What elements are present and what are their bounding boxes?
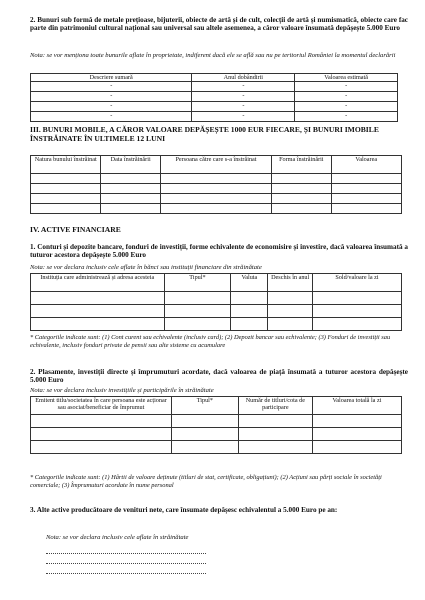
table-cell: - [192,102,295,112]
table-cell [312,415,401,428]
table-cell [31,174,101,184]
table-header-row [31,74,398,82]
column-header: Persoana către care s-a înstrăinat [160,156,271,174]
table-cell: - [31,112,192,122]
section-2-table [30,73,398,122]
table-cell: - [295,92,398,102]
table-cell [31,194,101,204]
table-cell [31,428,172,441]
table-row [31,428,402,441]
table-cell: - [31,82,192,92]
accounts-table [30,273,402,331]
column-header: Valoarea estimată [295,74,398,82]
table-row [31,112,398,122]
section-4-question-3: 3. Alte active producătoare de venituri nete, care însumate depășesc echivalentul a 5.000 Euro pe an: [30,506,338,514]
table-cell [231,305,268,318]
table-cell [272,204,331,214]
table-row [31,415,402,428]
table-cell [231,318,268,331]
table-header-row [31,274,402,292]
table-cell [238,428,312,441]
table-cell: - [192,112,295,122]
table-cell: - [31,92,192,102]
table-cell: - [31,102,192,112]
table-cell [160,194,271,204]
table-cell [312,305,401,318]
table-cell [31,305,165,318]
table-cell [101,204,160,214]
column-header: Natura bunului înstrăinat [31,156,101,174]
table-cell [312,318,401,331]
table-cell [312,292,401,305]
column-header: Sold/valoare la zi [312,274,401,292]
section-3-table [30,155,402,214]
table-cell [31,292,165,305]
table-cell [312,441,401,454]
table-cell [268,318,313,331]
column-header: Descriere sumară [31,74,192,82]
table-cell [272,194,331,204]
table-cell [171,441,238,454]
table-cell [164,318,231,331]
table-cell [160,174,271,184]
table-cell [31,184,101,194]
column-header: Forma înstrăinării [272,156,331,174]
table-row [31,184,402,194]
column-header: Valoarea [331,156,402,174]
table-cell [160,184,271,194]
column-header: Tipul* [171,397,238,415]
column-header: Data înstrăinării [101,156,160,174]
table-cell [31,204,101,214]
column-header: Număr de titluri/cota de participare [238,397,312,415]
table-row [31,82,398,92]
table-cell [171,428,238,441]
table-row [31,194,402,204]
table-cell: - [192,92,295,102]
section-4-heading: IV. ACTIVE FINANCIARE [30,225,121,234]
table-cell [31,318,165,331]
table-cell [171,415,238,428]
column-header: Tipul* [164,274,231,292]
table-cell [272,184,331,194]
section-2-heading: 2. Bunuri sub formă de metale prețioase, bijuterii, obiecte de artă și de cult, colecții de artă și numismatică, obiecte care fac parte din patrimoniul cultural național sau universal sau altele asemenea, a căror valoare însumată depășește 5.000 Euro [30,16,408,33]
table-header-row [31,156,402,174]
column-header: Anul dobândirii [192,74,295,82]
table-cell [238,441,312,454]
categories-note-2: * Categoriile indicate sunt: (1) Hârtii de valoare deținute (titluri de stat, certificate, obligațiuni); (2) Acțiuni sau părți sociale în societăți comerciale; (3) Împrumuturi acordate în nume personal [30,474,382,489]
table-cell [268,305,313,318]
column-header: Valoarea totală la zi [312,397,401,415]
table-row [31,204,402,214]
column-header: Emitent titlu/societatea în care persoana este acționar sau asociat/beneficiar de împrumut [31,397,172,415]
table-cell [331,194,402,204]
table-row [31,441,402,454]
section-4-note-1: Nota: se vor declara inclusiv cele aflate în bănci sau instituții financiare din străinătate [30,264,262,271]
section-4-question-2: 2. Plasamente, investiții directe și împrumuturi acordate, dacă valoarea de piață însumată a tuturor acestora depășește 5.000 Euro [30,368,408,385]
categories-note-1: * Categoriile indicate sunt: (1) Cont curent sau echivalente (inclusiv card); (2) Depozit bancar sau echivalente; (3) Fonduri de investiții sau echivalente, inclusiv fonduri private de pensii sau alte sisteme cu acumulare [30,334,391,349]
table-cell [31,415,172,428]
table-cell [164,292,231,305]
table-cell [231,292,268,305]
column-header: Valuta [231,274,268,292]
table-cell [312,428,401,441]
dotted-line [46,573,206,574]
section-4-note-3: Nota: se vor declara inclusiv cele aflate în străinătate [46,534,189,541]
table-cell [331,184,402,194]
table-cell [238,415,312,428]
table-cell [268,292,313,305]
table-cell [101,184,160,194]
section-3-heading: III. BUNURI MOBILE, A CĂROR VALOARE DEPĂȘEȘTE 1000 EUR FIECARE, ȘI BUNURI IMOBILE ÎNSTRĂINATE ÎN ULTIMELE 12 LUNI [30,125,379,143]
table-row [31,102,398,112]
table-cell [331,204,402,214]
table-cell: - [192,82,295,92]
table-row [31,318,402,331]
table-cell: - [295,82,398,92]
table-row [31,92,398,102]
table-cell [160,204,271,214]
table-row [31,305,402,318]
investments-table [30,396,402,454]
section-4-question-1: 1. Conturi și depozite bancare, fonduri de investiții, forme echivalente de economisire și investire, dacă valoarea însumată a tuturor acestora depășește 5.000 Euro [30,243,408,260]
column-header: Deschis în anul [268,274,313,292]
table-cell [101,194,160,204]
section-4-note-2: Nota: se vor declara inclusiv investițiile și participările în străinătate [30,387,214,394]
table-row [31,174,402,184]
table-cell [101,174,160,184]
section-2-note: Nota: se vor menționa toate bunurile aflate în proprietate, indiferent dacă ele se află sau nu pe teritoriul României la momentul declarării [30,52,396,59]
dotted-line [46,553,206,554]
table-header-row [31,397,402,415]
dotted-line [46,563,206,564]
table-cell [31,441,172,454]
table-cell [331,174,402,184]
table-cell: - [295,102,398,112]
table-cell [164,305,231,318]
table-cell [272,174,331,184]
table-cell: - [295,112,398,122]
table-row [31,292,402,305]
column-header: Instituția care administrează și adresa acesteia [31,274,165,292]
